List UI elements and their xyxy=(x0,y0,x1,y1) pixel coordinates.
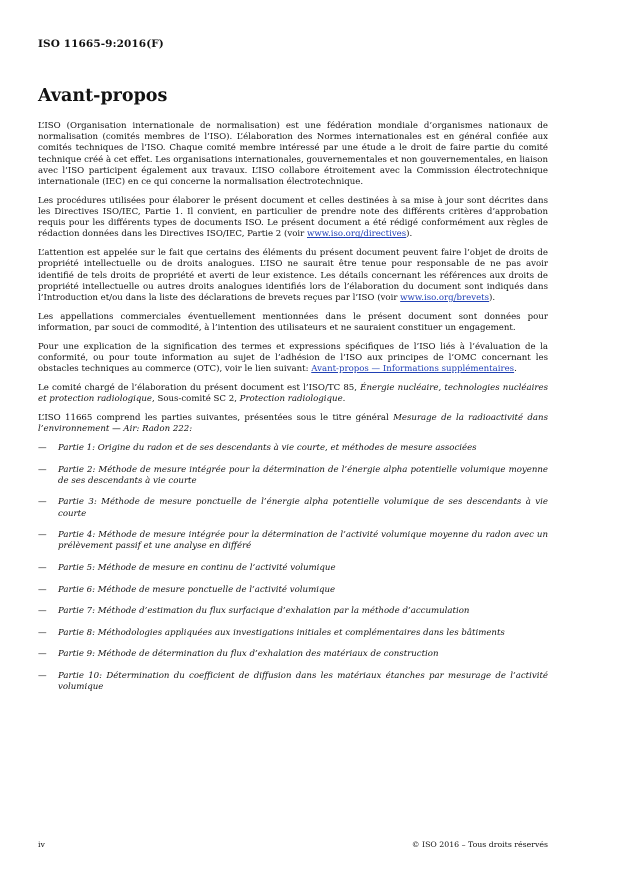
document-id-header: ISO 11665-9:2016(F) xyxy=(38,38,164,50)
part-title: Partie 7: Méthode d’estimation du flux surfacique d’exhalation par la méthode d’accumulation xyxy=(58,606,470,617)
paragraph-patents xyxy=(38,248,548,304)
list-dash: — xyxy=(38,584,47,595)
list-dash: — xyxy=(38,497,47,508)
page-number: iv xyxy=(38,840,45,849)
paragraph-procedures xyxy=(38,196,548,241)
parts-intro-text: L’ISO 11665 comprend les parties suivantes, présentées sous le titre général xyxy=(38,413,394,424)
paragraph-procedures-text: Les procédures utilisées pour élaborer le présent document et celles destinées à sa mise à jour sont décrites dans les Directives ISO/IEC, Partie 1. Il convient, en particulier de prendre note des différents critères d’approbation requis pour les différents types de documents ISO. Le présent document a été rédigé conformément aux règles de rédaction données dans les Directives ISO/IEC, Partie 2 (voir xyxy=(38,195,548,240)
subcommittee-text: , Sous-comité SC 2, xyxy=(152,394,240,405)
list-item xyxy=(38,628,548,639)
directives-link[interactable]: www.iso.org/directives xyxy=(306,229,407,240)
list-item xyxy=(38,497,548,519)
list-dash: — xyxy=(38,563,47,574)
parts-list xyxy=(38,443,548,693)
committee-title: Énergie nucléaire, technologies nucléaires et protection radiologique xyxy=(38,383,548,405)
part-title: Partie 4: Méthode de mesure intégrée pour la détermination de l’activité volumique moyenne du radon avec un prélèvement passif et une analyse en différé xyxy=(58,530,548,552)
paragraph-patents-text: L’attention est appelée sur le fait que certains des éléments du présent document peuvent faire l’objet de droits de propriété intellectuelle ou de droits analogues. L’ISO ne saurait être tenue pour responsable de ne pas avoir identifié de tels droits de propriété et averti de leur existence. Les détails concernant les références aux droits de propriété intellectuelle ou autres droits analogues identifiés lors de l’élaboration du document sont indiqués dans l’Introduction et/ou dans la liste des déclarations de brevets reçues par l’ISO (voir xyxy=(38,248,548,304)
patents-link[interactable]: www.iso.org/brevets xyxy=(400,293,490,304)
list-item xyxy=(38,563,548,574)
paragraph-committee xyxy=(38,383,548,405)
committee-end: . xyxy=(342,394,346,405)
paragraph-parts-intro xyxy=(38,413,548,435)
foreword-body xyxy=(38,121,548,704)
list-dash: — xyxy=(38,606,47,617)
list-item xyxy=(38,606,548,617)
paragraph-procedures-end: ). xyxy=(406,229,413,240)
part-title: Partie 9: Méthode de détermination du flux d’exhalation des matériaux de construction xyxy=(58,649,439,660)
paragraph-conformity-end: . xyxy=(514,364,517,375)
list-item xyxy=(38,585,548,596)
part-title: Partie 6: Méthode de mesure ponctuelle de l’activité volumique xyxy=(58,584,336,595)
part-title: Partie 1: Origine du radon et de ses descendants à vie courte, et méthodes de mesure associées xyxy=(58,443,477,454)
paragraph-conformity-text: Pour une explication de la signification des termes et expressions spécifiques de l’ISO liés à l’évaluation de la conformité, ou pour toute information au sujet de l’adhésion de l’ISO aux principes de l’OMC concernant les obstacles techniques au commerce (OTC), voir le lien suivant: xyxy=(38,341,548,375)
parts-intro-end: : xyxy=(189,424,193,435)
list-item xyxy=(38,530,548,552)
list-item xyxy=(38,465,548,487)
paragraph-conformity xyxy=(38,342,548,376)
supplementary-info-link[interactable]: Avant-propos — Informations supplémentaires xyxy=(311,364,515,375)
paragraph-trade-names: Les appellations commerciales éventuellement mentionnées dans le présent document sont données pour information, par souci de commodité, à l’intention des utilisateurs et ne sauraient constituer un engagement. xyxy=(38,311,548,334)
list-dash: — xyxy=(38,627,47,638)
part-title: Partie 8: Méthodologies appliquées aux investigations initiales et complémentaires dans les bâtiments xyxy=(58,627,505,638)
list-dash: — xyxy=(38,443,47,454)
part-title: Partie 10: Détermination du coefficient de diffusion dans les matériaux étanches par mesurage de l’activité volumique xyxy=(58,670,548,693)
list-dash: — xyxy=(38,464,47,475)
committee-text: Le comité chargé de l’élaboration du présent document est l’ISO/TC 85, xyxy=(38,383,361,394)
paragraph-iso-organization: L’ISO (Organisation internationale de normalisation) est une fédération mondiale d’organismes nationaux de normalisation (comités membres de l’ISO). L’élaboration des Normes internationales est en général confiée aux comités techniques de l’ISO. Chaque comité membre intéressé par une étude a le droit de faire partie du comité technique créé à cet effet. Les organisations internationales, gouvernementales et non gouvernementales, en liaison avec l’ISO participent également aux travaux. L’ISO collabore étroitement avec la Commission électrotechnique internationale (IEC) en ce qui concerne la normalisation électrotechnique. xyxy=(38,121,548,188)
list-dash: — xyxy=(38,670,47,681)
copyright-notice: © ISO 2016 – Tous droits réservés xyxy=(411,840,548,849)
list-dash: — xyxy=(38,530,47,541)
general-title: Mesurage de la radioactivité dans l’environnement — Air: Radon 222 xyxy=(38,413,548,435)
part-title: Partie 2: Méthode de mesure intégrée pour la détermination de l’énergie alpha potentielle volumique moyenne de ses descendants à vie courte xyxy=(58,464,548,486)
part-title: Partie 5: Méthode de mesure en continu de l’activité volumique xyxy=(58,563,336,574)
part-title: Partie 3: Méthode de mesure ponctuelle de l’énergie alpha potentielle volumique de ses descendants à vie courte xyxy=(58,497,548,519)
list-item xyxy=(38,671,548,693)
list-item xyxy=(38,443,548,454)
list-item xyxy=(38,649,548,660)
paragraph-patents-end: ). xyxy=(489,293,496,304)
list-dash: — xyxy=(38,649,47,660)
subcommittee-title: Protection radiologique xyxy=(239,394,343,405)
section-title: Avant-propos xyxy=(38,86,168,106)
